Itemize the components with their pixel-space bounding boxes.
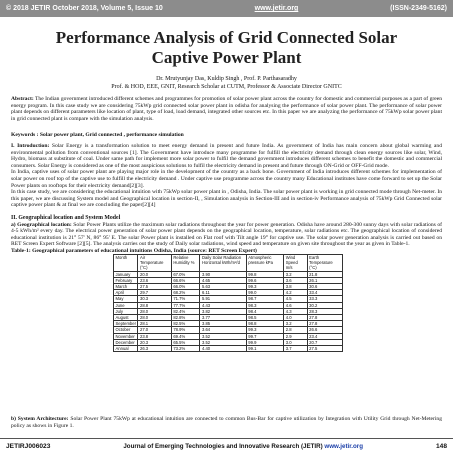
table-cell: 21.8 [307, 271, 342, 277]
introduction [11, 143, 442, 209]
table-header-cell: Month [114, 255, 138, 272]
table-cell: 26.3 [138, 346, 171, 352]
geographical-location-label: a) Geographical location: [11, 221, 72, 228]
paper-title-line-1: Performance Analysis of Grid Connected Solar [55, 28, 398, 47]
table-cell: 3.52 [200, 339, 246, 345]
table-cell: 3.7 [284, 346, 307, 352]
table-cell: 33.4 [307, 290, 342, 296]
table-header-cell: Air Temperature (°C) [138, 255, 171, 272]
introduction-text-2: In India, captive uses of solar power plant are playing major role in the development of the country as a back bone. Government of India introduces different schemes for implementation of solar power on roof top of the captive use to fulfill the electricity demand . Under captive use programme across the country many Educational institutes have come forward to set up the Solar Power plants on rooftops for their electricity demand[2][3]. [11, 169, 442, 189]
header-url-link[interactable]: www.jetir.org [254, 5, 299, 12]
table-cell: 20.7 [307, 339, 342, 345]
table-cell: 2.9 [284, 333, 307, 339]
table-cell: 98.4 [246, 308, 283, 314]
table-cell: 3.85 [200, 321, 246, 327]
table-cell: 27.0 [138, 327, 171, 333]
table-cell: November [114, 333, 138, 339]
table-cell: 28.0 [138, 315, 171, 321]
table-cell: 28.0 [138, 308, 171, 314]
table-cell: 69.4% [171, 333, 200, 339]
table-row [114, 346, 343, 352]
table-cell: 33.3 [307, 296, 342, 302]
table-cell: 4.3 [284, 308, 307, 314]
table-cell: Annual [114, 346, 138, 352]
table-cell: 71.7% [171, 296, 200, 302]
table-cell: 4.43 [200, 302, 246, 308]
table-cell: January [114, 271, 138, 277]
table-cell: 6.11 [200, 290, 246, 296]
introduction-text-1: Solar Energy is a transformation solution to meet energy demand in present and future India. As government of India has main concern about global warming and environmental pollution from conventional sources [1]. The Government have introduce many programme for fulfill the electricity demand through clean energy sources like solar, Wind, Hydro, biomass at substitute of coal. Under same path for implement more solar power to fulfil the demand government introduces different schemes to benefit the domestic and commercial consumers. Solar Energy is considered as one of the most auspicious solutions to fulfil the electricity demand in present and future through ON-Grid or OFF-Grid mode. [11, 143, 442, 169]
section-geography [11, 215, 442, 255]
table-cell: 28.1 [138, 321, 171, 327]
table-cell: March [114, 284, 138, 290]
authors: Dr. Mrutyunjay Das, Kuldip Singh , Prof. P. Parthasaradhy [156, 76, 297, 82]
affiliation: Prof. & HOD, EEE, GNIT, Research Scholar at CUTM, Professor & Associate Director GNITC [111, 83, 342, 90]
table-cell: 20.3 [138, 339, 171, 345]
table-cell: 68.2% [171, 290, 200, 296]
table-cell: 78.9% [171, 327, 200, 333]
table-cell: 66.6% [171, 277, 200, 283]
table-cell: 5.63 [200, 284, 246, 290]
table-header-cell: Wind Speed m/s [284, 255, 307, 272]
table-cell: 26.6 [307, 327, 342, 333]
table-cell: July [114, 308, 138, 314]
table-cell: 3.90 [200, 271, 246, 277]
journal-header [0, 0, 453, 17]
table-cell: 26.1 [307, 277, 342, 283]
footer-url-link[interactable]: www.jetir.org [324, 442, 363, 450]
journal-footer [0, 438, 453, 453]
table-cell: 66.0% [171, 284, 200, 290]
author-block [20, 76, 433, 91]
table-cell: 99.3 [246, 284, 283, 290]
table-cell: 3.6 [284, 277, 307, 283]
table-cell: 27.5 [307, 346, 342, 352]
table-cell: 99.1 [246, 346, 283, 352]
table-cell: 4.2 [284, 290, 307, 296]
abstract-label: Abstract: [11, 96, 34, 102]
table-cell: 82.5% [171, 321, 200, 327]
table-header-cell: Daily Solar Radiation Horizontal kWh/m²/d [200, 255, 246, 272]
table-cell: 30.6 [307, 284, 342, 290]
table-cell: 2.8 [284, 327, 307, 333]
table-cell: 23.6 [138, 277, 171, 283]
table-caption: Table-1: Geographical parameters of educational intuitions Odisha, India (source: RET Screen Expert) [11, 247, 257, 254]
table-cell: 28.3 [307, 308, 342, 314]
table-cell: August [114, 315, 138, 321]
table-header-row [114, 255, 343, 272]
footer-id: JETIRJ006023 [6, 442, 51, 450]
table-cell: 3.77 [200, 315, 246, 321]
table-cell: 73.2% [171, 346, 200, 352]
table-cell: 28.8 [138, 302, 171, 308]
table-cell: February [114, 277, 138, 283]
table-cell: 99.7 [246, 333, 283, 339]
table-cell: 98.5 [246, 315, 283, 321]
table-cell: 4.40 [200, 346, 246, 352]
geographical-parameters-table [113, 254, 343, 352]
table-cell: 98.3 [246, 302, 283, 308]
table-cell: 23.8 [138, 333, 171, 339]
table-cell: December [114, 339, 138, 345]
table-cell: 3.2 [284, 271, 307, 277]
table-cell: 4.65 [200, 277, 246, 283]
header-issn: (ISSN-2349-5162) [390, 5, 447, 12]
table-cell: October [114, 327, 138, 333]
table-cell: 77.7% [171, 302, 200, 308]
table-cell: 98.7 [246, 296, 283, 302]
table-header-cell: Atmospheric pressure kPa [246, 255, 283, 272]
introduction-heading: I. Introduction: [11, 143, 50, 149]
table-cell: 99.8 [246, 271, 283, 277]
table-cell: 98.8 [246, 321, 283, 327]
table-cell: September [115, 321, 136, 327]
section-2-heading: II. Geographical location and System Model [11, 215, 121, 221]
introduction-text-3: In this case study, we are considering the educational intuition with 75kWp solar power plant in , Odisha, India. The solar power plant is working in grid connected mode through Net-meter. In this paper, we are discussing System model and Geographical location in section-II, , Simulation analysis in Section-III and in section-iv Performance analysis of 75kWp Grid Connected solar captive power plant & at final we are concluding the paper[2][4] [11, 189, 442, 209]
table-cell: 82.8% [171, 315, 200, 321]
table-cell: 30.3 [138, 296, 171, 302]
header-issue: © 2018 JETIR October 2018, Volume 5, Issue 10 [6, 5, 163, 12]
geographical-location-text: Solar Power Plants utilize the maximum solar radiations throughout the year for power generation. Odisha have around 280-300 sunny days with solar radiations of 4-5 kWh/m² every day. The electrical power generation of solar power plant depends on the geographical location, temperature, solar radiations etc. The geographical location of considered educational institution is 21° 57' N, 86° 95' E. The solar Power plant is installed on Flat roof with Tilt angle 19° for captive use. The solar power generation analysis is carried out based on RET Screen Expert Software [2][5]. The analysis carries out the study of Daily solar radiations, wind speed and temperature on given site throughout the year as given in Table-1. [11, 221, 443, 248]
table-cell: 4.5 [284, 296, 307, 302]
footer-journal-name: Journal of Emerging Technologies and Innovative Research (JETIR) [123, 442, 325, 450]
table-cell: 20.0 [138, 271, 171, 277]
system-architecture [11, 416, 442, 429]
table-cell: 23.4 [307, 333, 342, 339]
system-architecture-label: b) System Architecture: [11, 416, 69, 422]
keywords-label: Keywords : [11, 132, 39, 138]
paper-title-line-2: Captive Power Plant [151, 48, 302, 67]
abstract [11, 96, 442, 122]
system-architecture-text: Solar Power Plant 75kWp at educational intuition are connected to common Bus-Bar for captive utilization by Integration with Utility Grid through Net-Metering policy as shows in Figure 1. [11, 416, 442, 429]
table-cell: 3.82 [200, 308, 246, 314]
table-cell: 99.6 [246, 277, 283, 283]
table-cell: 4.6 [284, 302, 307, 308]
table-body [114, 271, 343, 352]
table-cell: May [114, 296, 138, 302]
keywords-text: Solar power plant, Grid connected , performance simulation [39, 132, 184, 138]
abstract-text: The Indian government introduced different schemes and programmes for promotion of solar power plant across the country for domestic and commercial purposes as a part of green energy program. In this case study we are considering 75kWp grid connected solar power plant in odisha for analysing the performance of solar power plant. The performance of solar power plant depends on different parameters like location of plant, type of load, load demand, integrated other sources etc. In this paper we are analyzing the performance of 75kWp solar power plant in grid connected plant is compare with the simulation analysis. [11, 96, 442, 122]
table-cell: 29.7 [138, 290, 171, 296]
table-cell: 3.8 [284, 284, 307, 290]
table-cell: 3.0 [284, 339, 307, 345]
table-cell: 67.0% [171, 271, 200, 277]
keywords [11, 132, 442, 139]
table-header-cell: Earth Temperature (°C) [307, 255, 342, 272]
table-cell: 3.52 [200, 333, 246, 339]
table-header-cell: Relative Humidity % [171, 255, 200, 272]
table-cell: 30.2 [307, 302, 342, 308]
table-cell: 99.3 [246, 327, 283, 333]
table-cell: 3.2 [284, 321, 307, 327]
table-cell: 65.5% [171, 339, 200, 345]
table-cell: 99.9 [246, 339, 283, 345]
table-cell: June [114, 302, 138, 308]
table-cell: April [114, 290, 138, 296]
table-cell: 4.0 [284, 315, 307, 321]
paper-title [20, 28, 433, 68]
table-cell: 27.5 [138, 284, 171, 290]
table-cell: 82.4% [171, 308, 200, 314]
page-number: 148 [435, 442, 447, 450]
footer-journal [50, 443, 436, 450]
table-cell: 27.8 [307, 315, 342, 321]
table-cell: 27.8 [307, 321, 342, 327]
table-cell: 5.91 [200, 296, 246, 302]
table-cell: 99.0 [246, 290, 283, 296]
table-cell: 3.64 [200, 327, 246, 333]
